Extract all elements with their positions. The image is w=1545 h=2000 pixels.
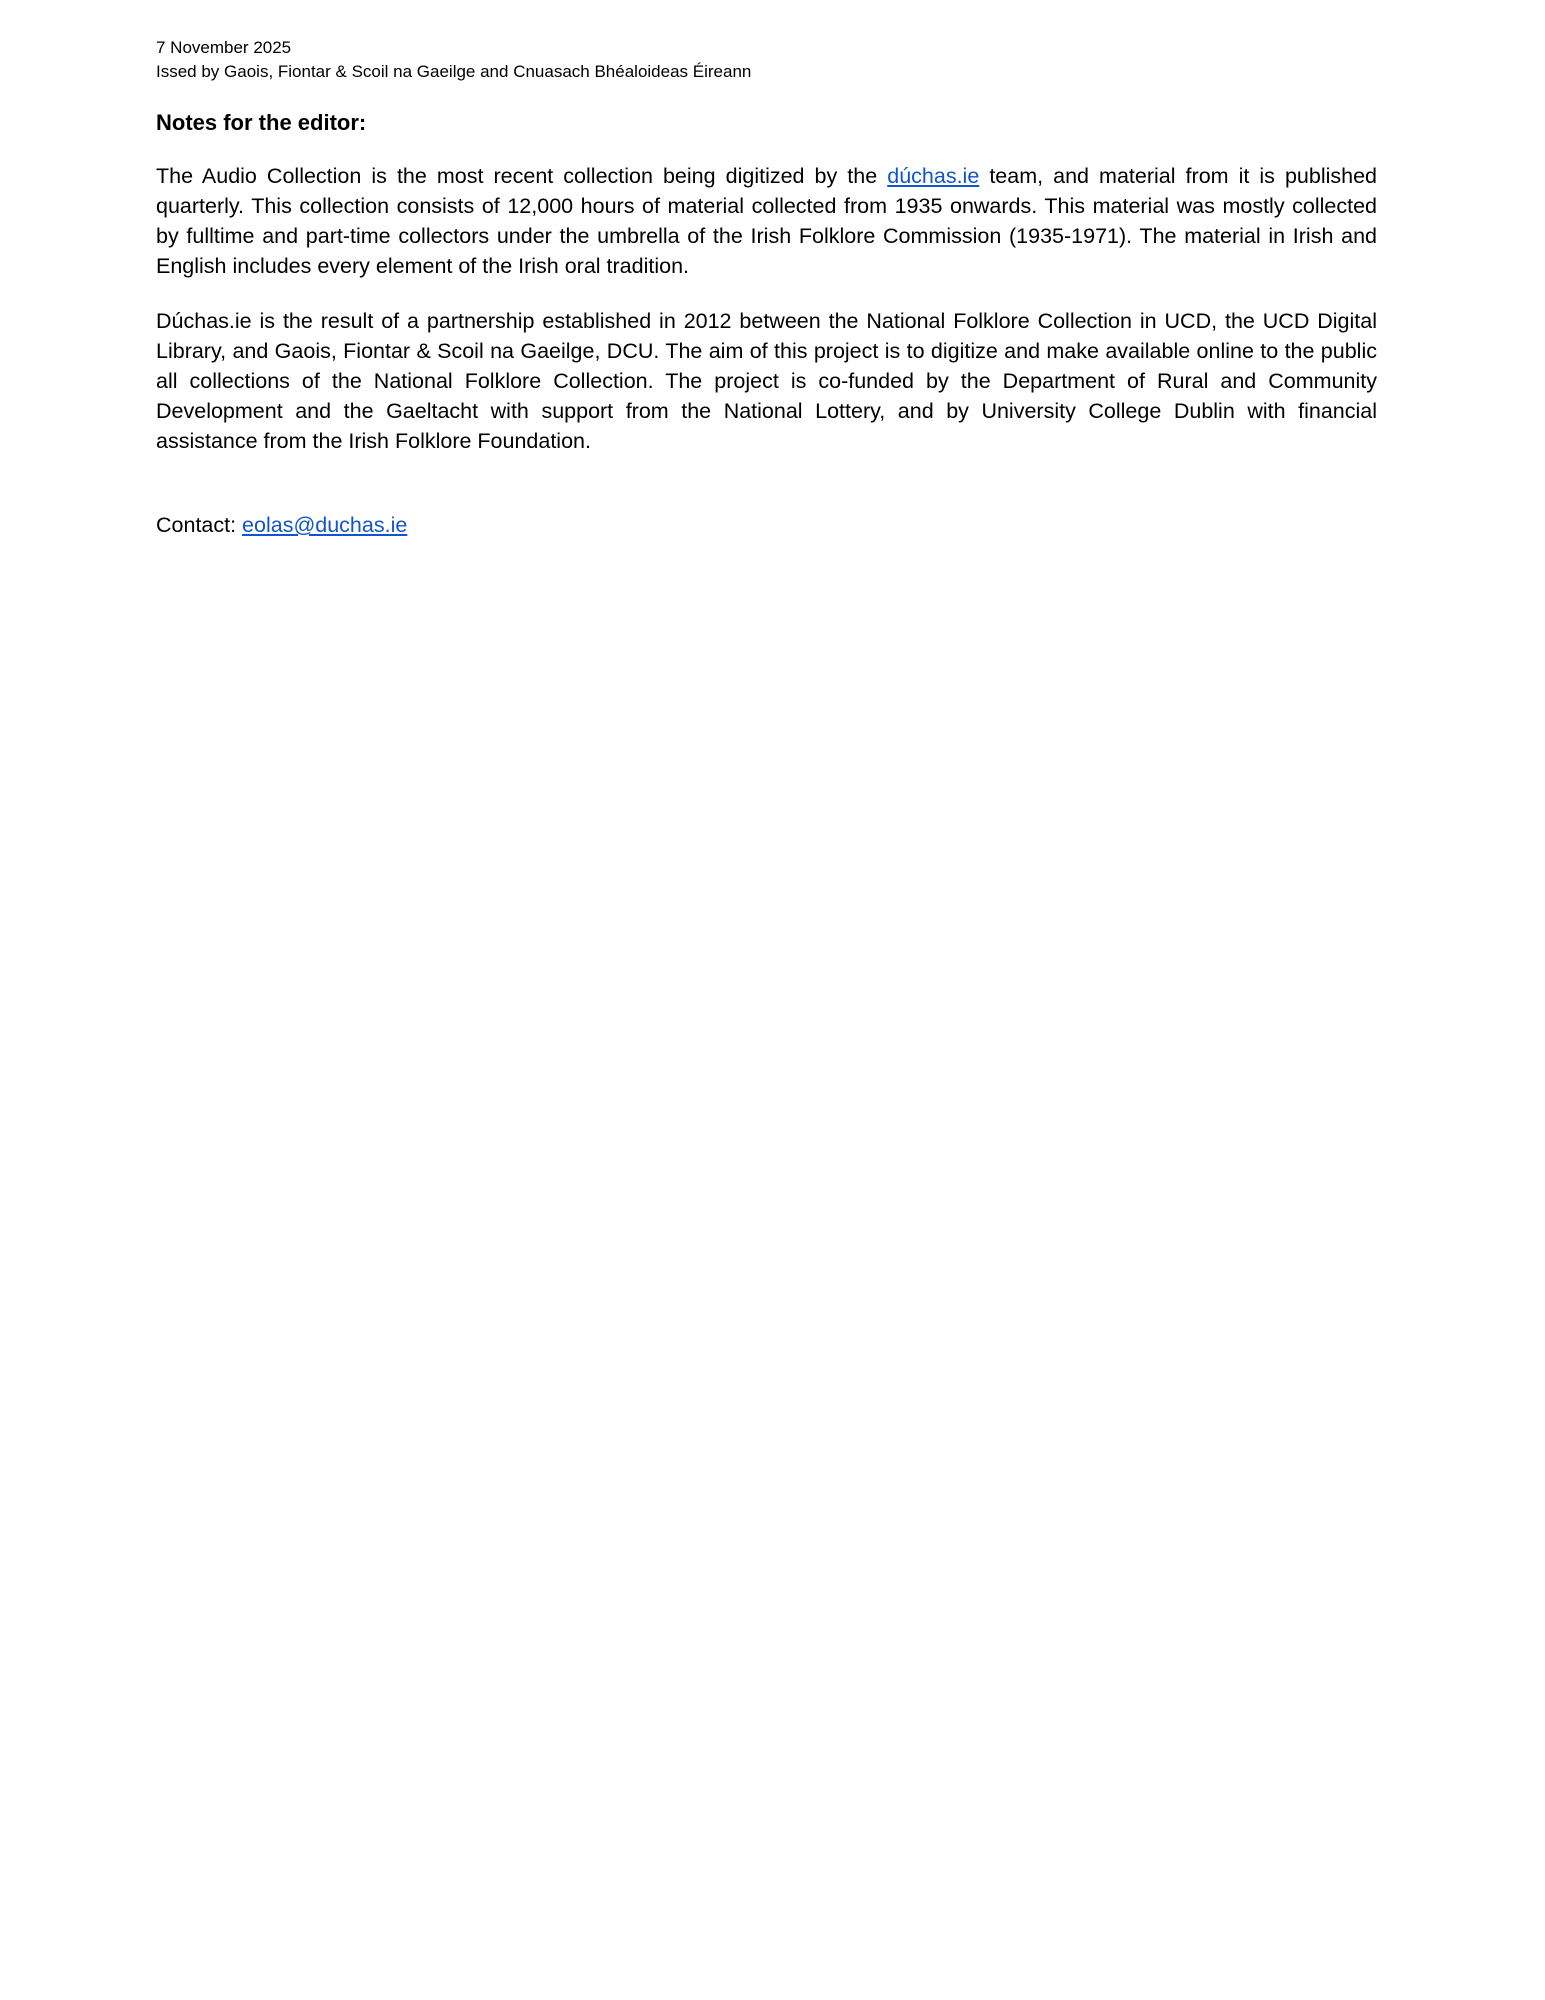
- paragraph-partnership: Dúchas.ie is the result of a partnership established in 2012 between the National Folklore Collection in UCD, the UCD Digital Library, and Gaois, Fiontar & Scoil na Gaeilge, DCU. The aim of this project is to digitize and make available online to the public all collections of the National Folklore Collection. The project is co-funded by the Department of Rural and Community Development and the Gaeltacht with support from the National Lottery, and by University College Dublin with financial assistance from the Irish Folklore Foundation.: [156, 309, 1377, 453]
- document-content: [156, 36, 1377, 540]
- paragraph-audio-collection: [156, 161, 1377, 281]
- release-date: 7 November 2025: [156, 38, 292, 57]
- contact-line: [156, 510, 1377, 540]
- duchas-link[interactable]: dúchas.ie: [887, 164, 980, 188]
- notes-title: Notes for the editor:: [156, 110, 367, 135]
- paragraph-1-text-end: team, and material from it is published quarterly. This collection consists of 12,000 hours of material collected from 1935 onwards. This material was mostly collected by fulltime and part-time collectors under the umbrella of the Irish Folklore Commission (1935-1971). The material in Irish and English includes every element of the Irish oral tradition.: [156, 164, 1378, 278]
- contact-label: Contact:: [156, 513, 243, 537]
- paragraph-1-text-start: The Audio Collection is the most recent collection being digitized by the: [156, 164, 888, 188]
- contact-email-link[interactable]: eolas@duchas.ie: [242, 513, 408, 537]
- issued-by-line: Issed by Gaois, Fiontar & Scoil na Gaeilge and Cnuasach Bhéaloideas Éireann: [156, 62, 752, 81]
